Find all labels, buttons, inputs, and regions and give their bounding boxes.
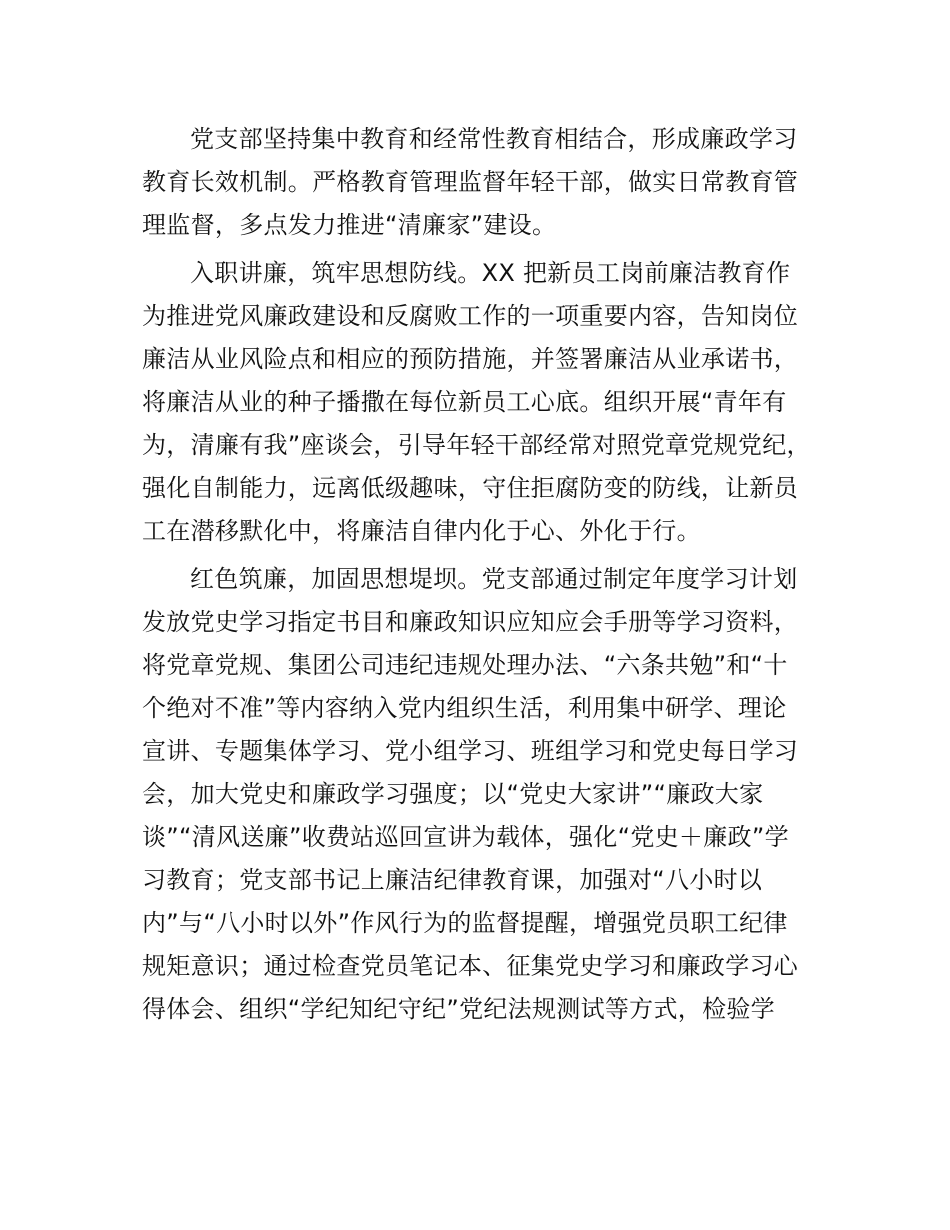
text-line: 习教育；党支部书记上廉洁纪律教育课，加强对“八小时以 (142, 866, 763, 894)
paragraph-1 (142, 118, 832, 247)
text-line: 会，加大党史和廉政学习强度；以“党史大家讲”“廉政大家 (142, 780, 764, 808)
text-line: 红色筑廉，加固思想堤坝。党支部通过制定年度学习计划 (190, 565, 798, 593)
text-line: 为，清廉有我”座谈会，引导年轻干部经常对照党章党规党纪， (142, 431, 811, 459)
text-line: 党支部坚持集中教育和经常性教育相结合，形成廉政学习 (190, 125, 798, 153)
text-line: 将党章党规、集团公司违纪违规处理办法、“六条共勉”和“十 (142, 651, 788, 679)
paragraph-3 (142, 558, 832, 1031)
text-line: 入职讲廉，筑牢思想防线。XX 把新员工岗前廉洁教育作 (190, 259, 791, 287)
text-line: 为推进党风廉政建设和反腐败工作的一项重要内容，告知岗位 (142, 302, 799, 330)
text-line: 规矩意识；通过检查党员笔记本、征集党史学习和廉政学习心 (142, 952, 799, 980)
text-line: 理监督，多点发力推进“清廉家”建设。 (142, 211, 557, 239)
text-line: 发放党史学习指定书目和廉政知识应知应会手册等学习资料， (142, 608, 799, 636)
paragraph-2 (142, 252, 832, 553)
text-line: 得体会、组织“学纪知纪守纪”党纪法规测试等方式，检验学 (142, 995, 775, 1023)
document-body (142, 118, 832, 1031)
text-line: 工在潜移默化中，将廉洁自律内化于心、外化于行。 (142, 517, 701, 545)
text-line: 强化自制能力，远离低级趣味，守住拒腐防变的防线，让新员 (142, 474, 799, 502)
text-line: 内”与“八小时以外”作风行为的监督提醒，增强党员职工纪律 (142, 909, 788, 937)
text-line: 教育长效机制。严格教育管理监督年轻干部，做实日常教育管 (142, 168, 799, 196)
text-line: 宣讲、专题集体学习、党小组学习、班组学习和党史每日学习 (142, 737, 799, 765)
text-line: 谈”“清风送廉”收费站巡回宣讲为载体，强化“党史＋廉政”学 (142, 823, 789, 851)
text-line: 将廉洁从业的种子播撒在每位新员工心底。组织开展“青年有 (142, 388, 787, 416)
text-line: 个绝对不准”等内容纳入党内组织生活，利用集中研学、理论 (142, 694, 787, 722)
text-line: 廉洁从业风险点和相应的预防措施，并签署廉洁从业承诺书， (142, 345, 799, 373)
